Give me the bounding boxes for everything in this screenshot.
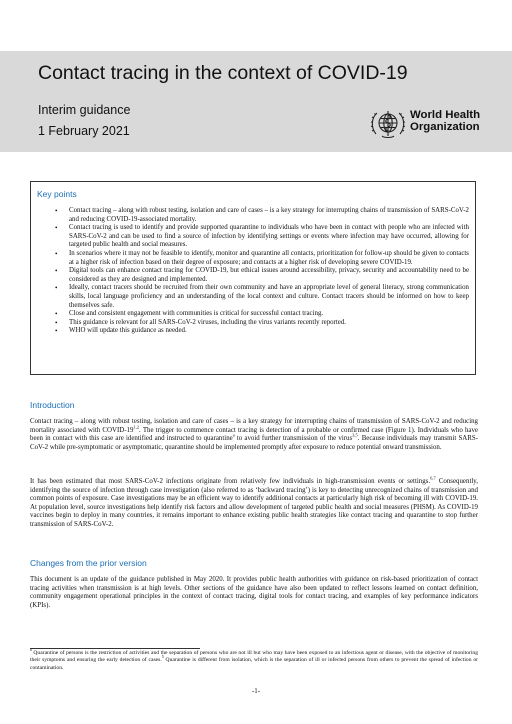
- footnote-divider: [30, 648, 200, 649]
- key-points-box: [30, 181, 476, 375]
- org-name-line1: World Health: [410, 109, 481, 121]
- key-points-heading: Key points: [37, 189, 77, 199]
- key-point-item: • Contact tracing – along with robust testing, isolation and care of cases – is a key strategy for interrupting chains of transmission of SARS-CoV-2 and reducing COVID-19-associated mortality.: [55, 207, 469, 224]
- document-type: Interim guidance: [38, 103, 131, 117]
- organization-name: [410, 109, 502, 133]
- key-point-item: • In scenarios where it may not be feasible to identify, monitor and quarantine all contacts, prioritization for follow-up should be given to contacts at a higher risk of infection based on their degree of exposure; and contacts at a higher risk of developing severe COVID-19.: [55, 250, 469, 267]
- who-emblem-icon: [368, 108, 408, 140]
- key-point-item: • Contact tracing is used to identify and provide supported quarantine to individuals who have been in contact with people who are infected with SARS-CoV-2 and can be used to find a source of infection by identifying settings or events where infection may have occurred, allowing for targeted public health and social measures.: [55, 224, 469, 250]
- key-point-item: • Ideally, contact tracers should be recruited from their own community and have an appropriate level of general literacy, strong communication skills, local language proficiency and an understanding of the local context and culture. Contact tracers should be informed on how to keep themselves safe.: [55, 284, 469, 310]
- key-point-item: • Close and consistent engagement with communities is critical for successful contact tracing.: [55, 310, 469, 319]
- introduction-paragraph-2: It has been estimated that most SARS-CoV-2 infections originate from relatively few individuals in high-transmission events or settings.$^{6,7}$ Consequently, identifying the source of infection through case investigation (also referred to as ‘backward tracing’) is key to detecting unrecognized chains of transmission and common points of exposure. Case investigations may be an efficient way to identify additional contacts at particularly high risk of becoming ill with COVID-19. At population level, source investigations help identify risk factors and allow development of targeted public health and social measures (PHSM). As COVID-19 vaccines begin to deploy in many countries, it remains important to enhance existing public health strategies like contact tracing and quarantine to stop further transmission of SARS-CoV-2.: [30, 475, 478, 528]
- page-number: -1-: [251, 688, 261, 695]
- footnote: $^a$ Quarantine of persons is the restriction of activities and the separation of persons who are not ill but who may have been exposed to an infectious agent or disease, with the objective of monitoring their symptoms and ensuring the early detection of cases.$^5$ Quarantine is different from isolation, which is the separation of ill or infected persons from others to prevent the spread of infection or contamination.: [30, 647, 479, 671]
- changes-heading: Changes from the prior version: [30, 558, 147, 568]
- key-point-item: • Digital tools can enhance contact tracing for COVID-19, but ethical issues around accessibility, privacy, security and accountability need to be considered as they are designed and implemented.: [55, 267, 469, 284]
- org-name-line2: Organization: [410, 121, 480, 133]
- changes-paragraph: This document is an update of the guidance published in May 2020. It provides public health authorities with guidance on risk-based prioritization of contact tracing activities when transmission is at high levels. Other sections of the guidance have also been updated to reflect lessons learned on contact definition, community engagement operational principles in the context of contact tracing, digital tools for contact tracing, and examples of key performance indicators (KPIs).: [30, 576, 478, 609]
- key-point-item: • WHO will update this guidance as needed.: [55, 327, 469, 336]
- introduction-heading: Introduction: [30, 400, 75, 410]
- publication-date: 1 February 2021: [38, 124, 130, 138]
- introduction-paragraph-1: Contact tracing – along with robust testing, isolation and care of cases – is a key strategy for interrupting chains of transmission of SARS-CoV-2 and reducing mortality associated with COVID-19$^{1,2}$. The trigger to commence contact tracing is detection of a probable or confirmed case (Figure 1). Individuals who have been in contact with this case are identified and instructed to quarantine$^a$ to avoid further transmission of the virus$^{3,5}$. Because individuals may transmit SARS-CoV-2 while pre-symptomatic or asymptomatic, quarantine should be implemented promptly after exposure to reduce potential onward transmission.: [30, 418, 478, 451]
- key-point-item: • This guidance is relevant for all SARS-CoV-2 viruses, including the virus variants recently reported.: [55, 319, 469, 328]
- key-points-list: [55, 207, 469, 336]
- page-title: Contact tracing in the context of COVID-19: [38, 62, 408, 84]
